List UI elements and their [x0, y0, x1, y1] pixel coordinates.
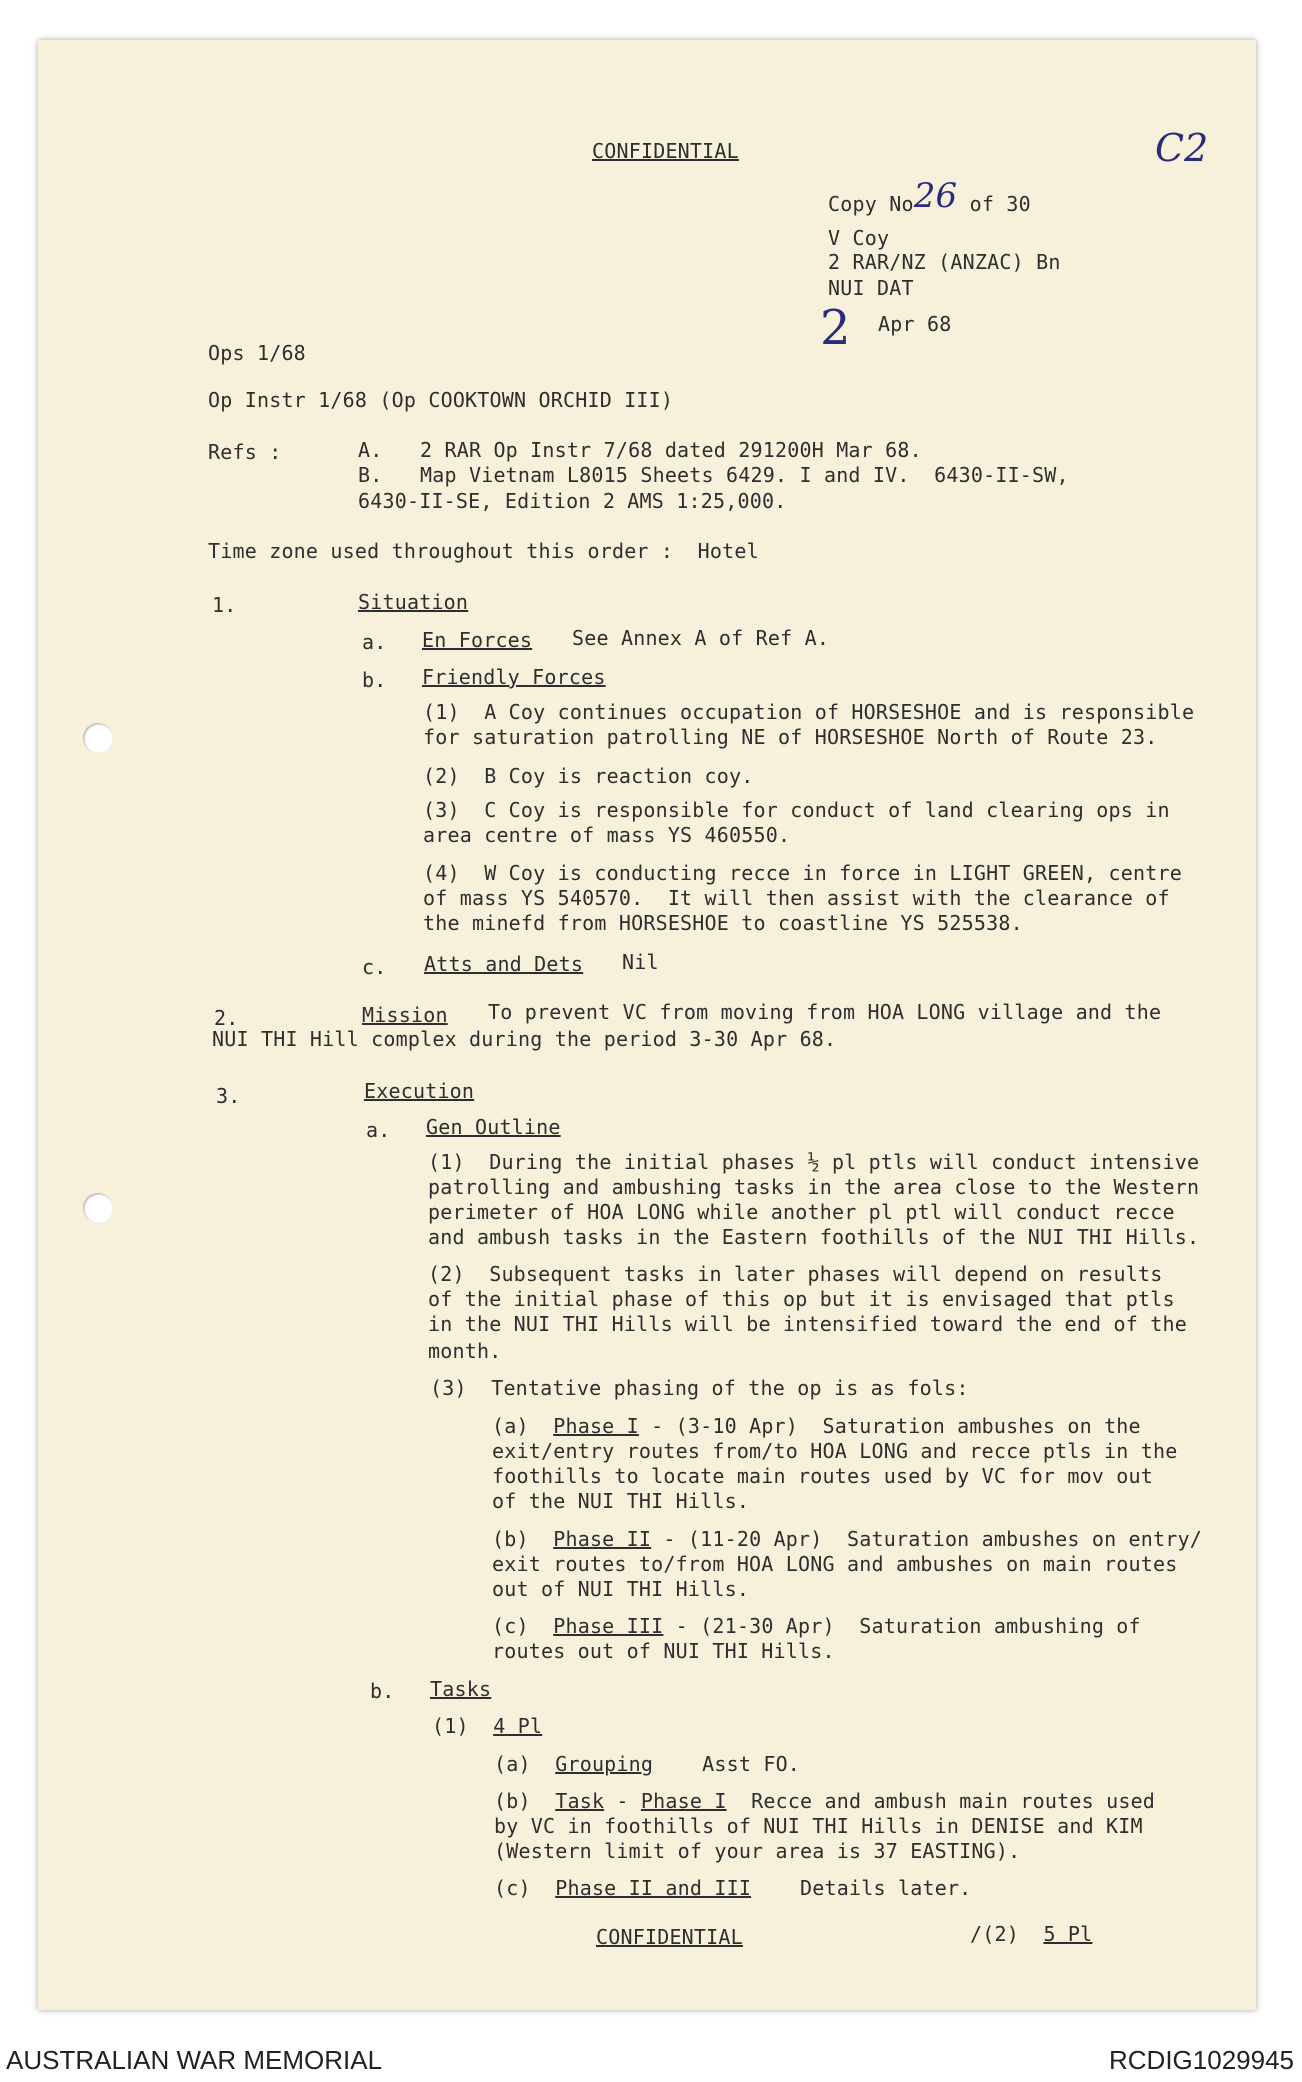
subsection-text: Nil	[622, 950, 659, 974]
archive-name: AUSTRALIAN WAR MEMORIAL	[6, 2045, 383, 2075]
section-heading: Mission	[362, 1003, 448, 1027]
subsection-title: Atts and Dets	[424, 952, 584, 976]
subsection-letter: c.	[362, 955, 387, 979]
subsection-title: En Forces	[422, 628, 533, 652]
paragraph-line: out of NUI THI Hills.	[492, 1577, 750, 1601]
paragraph-line: month.	[428, 1339, 502, 1363]
ops-reference: Ops 1/68	[208, 341, 306, 365]
paragraph-line: for saturation patrolling NE of HORSESHOE North of Route 23.	[423, 725, 1158, 749]
paragraph-line: (2) B Coy is reaction coy.	[423, 764, 754, 788]
paragraph-line: exit/entry routes from/to HOA LONG and recce ptls in the	[492, 1439, 1178, 1463]
paragraph-line: patrolling and ambushing tasks in the area close to the Western	[428, 1175, 1200, 1199]
paragraph-line: (3) Tentative phasing of the op is as fols:	[430, 1376, 969, 1400]
task-line: (b) Task - Phase I Recce and ambush main routes used	[494, 1789, 1156, 1813]
ref-a-text: 2 RAR Op Instr 7/68 dated 291200H Mar 68.	[420, 438, 922, 462]
paragraph-line: To prevent VC from moving from HOA LONG village and the	[488, 1000, 1162, 1024]
paragraph-line: of the initial phase of this op but it is envisaged that ptls	[428, 1287, 1175, 1311]
time-zone-line: Time zone used throughout this order : Hotel	[208, 539, 759, 563]
battalion-line: 2 RAR/NZ (ANZAC) Bn	[828, 250, 1061, 274]
punch-hole	[83, 1193, 113, 1223]
phase-line: (c) Phase III - (21-30 Apr) Saturation ambushing of	[492, 1614, 1141, 1638]
paragraph-line: perimeter of HOA LONG while another pl ptl will conduct recce	[428, 1200, 1175, 1224]
subsection-letter: a.	[366, 1118, 391, 1142]
paragraph-line: (Western limit of your area is 37 EASTING).	[494, 1839, 1021, 1863]
unit-line: V Coy	[828, 226, 890, 250]
paragraph-line: by VC in foothills of NUI THI Hills in DENISE and KIM	[494, 1814, 1143, 1838]
archive-id: RCDIG1029945	[1109, 2045, 1294, 2075]
paragraph-line: NUI THI Hill complex during the period 3-30 Apr 68.	[212, 1027, 837, 1051]
paragraph-line: (3) C Coy is responsible for conduct of land clearing ops in	[423, 798, 1170, 822]
paragraph-line: and ambush tasks in the Eastern foothills of the NUI THI Hills.	[428, 1225, 1200, 1249]
copy-number-line: Copy No26 of 30	[828, 176, 1031, 216]
op-instruction-title: Op Instr 1/68 (Op COOKTOWN ORCHID III)	[208, 388, 674, 412]
task-line: (1) 4 Pl	[432, 1714, 543, 1738]
paragraph-line: in the NUI THI Hills will be intensified toward the end of the	[428, 1312, 1187, 1336]
date-line: Apr 68	[878, 312, 952, 336]
task-line: (a) Grouping Asst FO.	[494, 1752, 801, 1776]
ref-b-letter: B.	[358, 463, 383, 487]
section-heading: Execution	[364, 1079, 475, 1103]
date-day-handwritten: 2	[820, 300, 851, 356]
copy-number-handwritten: 26	[913, 176, 958, 216]
punch-hole	[83, 723, 113, 753]
paragraph-line: of mass YS 540570. It will then assist with the clearance of	[423, 886, 1170, 910]
location-line: NUI DAT	[828, 276, 914, 300]
classification-bottom: CONFIDENTIAL	[596, 1925, 743, 1949]
paragraph-line: area centre of mass YS 460550.	[423, 823, 791, 847]
paragraph-line: exit routes to/from HOA LONG and ambushes on main routes	[492, 1552, 1178, 1576]
ref-a-letter: A.	[358, 438, 383, 462]
subsection-title: Friendly Forces	[422, 665, 606, 689]
subsection-letter: a.	[362, 630, 387, 654]
paragraph-line: (2) Subsequent tasks in later phases will depend on results	[428, 1262, 1163, 1286]
paragraph-line: of the NUI THI Hills.	[492, 1489, 750, 1513]
subsection-letter: b.	[370, 1679, 395, 1703]
subsection-letter: b.	[362, 668, 387, 692]
refs-label: Refs :	[208, 440, 282, 464]
paragraph-line: (1) A Coy continues occupation of HORSESHOE and is responsible	[423, 700, 1195, 724]
phase-line: (b) Phase II - (11-20 Apr) Saturation ambushes on entry/	[492, 1527, 1203, 1551]
paragraph-line: (1) During the initial phases ½ pl ptls will conduct intensive	[428, 1150, 1200, 1174]
paragraph-line: foothills to locate main routes used by VC for mov out	[492, 1464, 1154, 1488]
section-number: 1.	[212, 593, 237, 617]
classification-top: CONFIDENTIAL	[592, 139, 739, 163]
section-number: 3.	[216, 1084, 241, 1108]
phase-line: (a) Phase I - (3-10 Apr) Saturation ambushes on the	[492, 1414, 1141, 1438]
handwritten-annotation: C2	[1155, 126, 1209, 170]
subsection-title: Tasks	[430, 1677, 492, 1701]
paragraph-line: routes out of NUI THI Hills.	[492, 1639, 835, 1663]
subsection-title: Gen Outline	[426, 1115, 561, 1139]
next-page-reference: /(2) 5 Pl	[970, 1922, 1093, 1946]
section-heading: Situation	[358, 590, 469, 614]
subsection-text: See Annex A of Ref A.	[572, 626, 830, 650]
ref-b-text: Map Vietnam L8015 Sheets 6429. I and IV. 6430-II-SW,	[420, 463, 1069, 487]
ref-b-continued: 6430-II-SE, Edition 2 AMS 1:25,000.	[358, 489, 787, 513]
section-number: 2.	[214, 1006, 239, 1030]
paragraph-line: the minefd from HORSESHOE to coastline YS 525538.	[423, 911, 1023, 935]
task-line: (c) Phase II and III Details later.	[494, 1876, 972, 1900]
paragraph-line: (4) W Coy is conducting recce in force in LIGHT GREEN, centre	[423, 861, 1182, 885]
